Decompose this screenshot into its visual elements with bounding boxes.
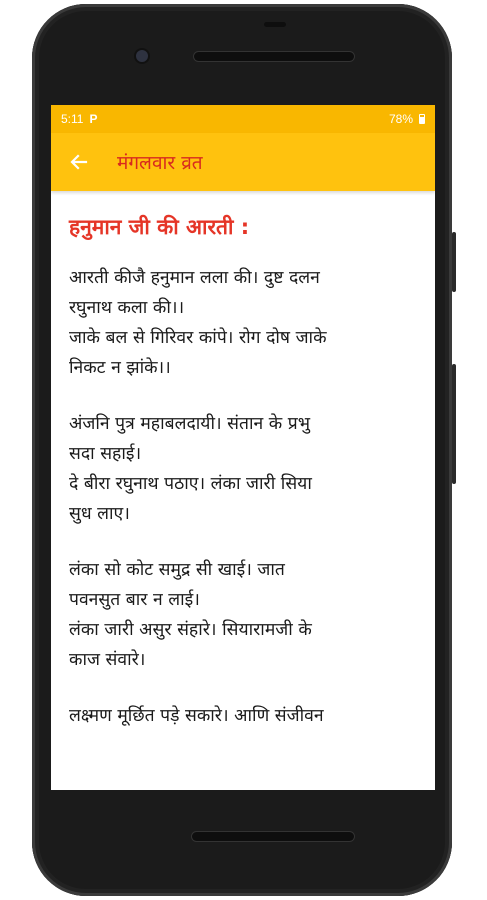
verse-line: लक्ष्मण मूर्छित पड़े सकारे। आणि संजीवन: [69, 706, 324, 726]
verse-line: निकट न झांके।।: [69, 358, 171, 378]
verse-line: काज संवारे।: [69, 650, 146, 670]
verse-line: लंका सो कोट समुद्र सी खाई। जात: [69, 560, 285, 580]
verse-line: पवनसुत बार न लाई।: [69, 590, 200, 610]
aarti-heading: हनुमान जी की आरती :: [69, 215, 250, 239]
battery-percentage: 78%: [388, 112, 413, 126]
parking-notification-icon: P: [89, 112, 98, 126]
phone-notch: [264, 22, 286, 27]
verse-line: अंजनि पुत्र महाबलदायी। संतान के प्रभु: [69, 414, 311, 434]
arrow-left-icon: [69, 152, 89, 172]
verse-line: दे बीरा रघुनाथ पठाए। लंका जारी सिया: [69, 474, 312, 494]
back-button[interactable]: [51, 133, 107, 191]
verse-line: लंका जारी असुर संहारे। सियारामजी के: [69, 620, 312, 640]
stanza: [69, 263, 417, 383]
earpiece-speaker: [194, 52, 354, 61]
stanza: [69, 701, 417, 731]
stanza: [69, 555, 417, 675]
power-button: [452, 232, 456, 292]
bottom-speaker: [192, 832, 354, 841]
volume-button: [452, 364, 456, 484]
content-scroll[interactable]: [51, 191, 435, 731]
verse-line: रघुनाथ कला की।।: [69, 298, 185, 318]
phone-screen: [51, 105, 435, 790]
battery-icon: [419, 114, 425, 124]
app-bar: [51, 133, 435, 191]
status-time: 5:11: [61, 112, 84, 126]
verse-line: आरती कीजै हनुमान लला की। दुष्ट दलन: [69, 268, 320, 288]
verse-line: सुध लाए।: [69, 504, 130, 524]
app-bar-title: मंगलवार व्रत: [117, 152, 203, 174]
front-camera-icon: [136, 50, 148, 62]
verse-line: जाके बल से गिरिवर कांपे। रोग दोष जाके: [69, 328, 327, 348]
status-bar: [51, 105, 435, 133]
verse-line: सदा सहाई।: [69, 444, 142, 464]
stanza: [69, 409, 417, 529]
